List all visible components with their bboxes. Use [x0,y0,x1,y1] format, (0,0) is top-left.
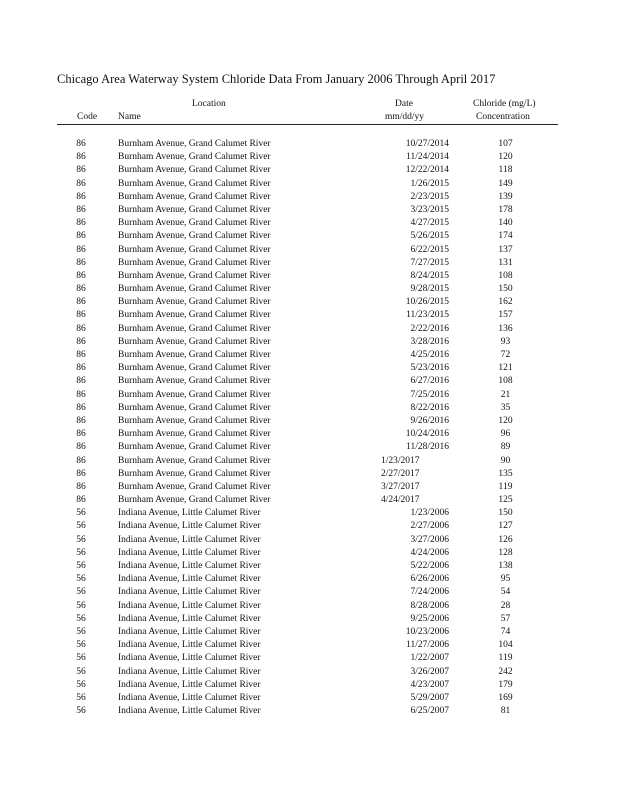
table-row [0,652,618,665]
document-title: Chicago Area Waterway System Chloride Data From January 2006 Through April 2017 [57,72,496,86]
cell-location-name: Burnham Avenue, Grand Calumet River [118,481,271,492]
table-row [0,573,618,586]
cell-location-name: Indiana Avenue, Little Calumet River [118,574,261,585]
cell-date: 10/27/2014 [405,139,449,149]
cell-concentration: 90 [500,455,511,466]
cell-code: 86 [76,402,86,413]
table-row [0,613,618,626]
header-chloride: Chloride (mg/L) [473,99,536,109]
cell-date: 5/29/2007 [410,692,449,703]
cell-concentration: 89 [500,442,511,453]
cell-concentration: 135 [498,468,513,479]
cell-concentration: 28 [500,600,511,611]
cell-date: 5/26/2015 [410,231,449,242]
table-row [0,296,618,309]
cell-code: 56 [76,613,86,624]
cell-date: 7/24/2006 [410,587,449,598]
table-row [0,270,618,283]
cell-location-name: Indiana Avenue, Little Calumet River [118,626,261,637]
cell-date: 6/22/2015 [410,244,449,255]
header-date: Date [395,99,413,109]
cell-concentration: 137 [498,244,513,255]
cell-concentration: 96 [500,429,511,440]
cell-code: 86 [76,363,86,374]
cell-date: 3/27/2006 [410,534,449,545]
cell-date: 4/23/2007 [410,679,449,690]
cell-code: 86 [76,139,86,149]
cell-concentration: 54 [500,587,511,598]
cell-location-name: Indiana Avenue, Little Calumet River [118,706,261,717]
cell-code: 56 [76,692,86,703]
cell-concentration: 174 [498,231,513,242]
table-row [0,204,618,217]
cell-concentration: 108 [498,376,513,387]
cell-date: 1/26/2015 [410,178,449,189]
cell-concentration: 93 [500,336,511,347]
cell-concentration: 95 [500,574,511,585]
cell-date: 8/28/2006 [410,600,449,611]
cell-date: 3/27/2017 [381,481,420,492]
cell-code: 86 [76,310,86,321]
cell-date: 4/27/2015 [410,218,449,229]
cell-location-name: Indiana Avenue, Little Calumet River [118,521,261,532]
header-date-format: mm/dd/yy [385,112,425,122]
cell-location-name: Burnham Avenue, Grand Calumet River [118,336,271,347]
cell-location-name: Burnham Avenue, Grand Calumet River [118,310,271,321]
table-row [0,415,618,428]
table-row [0,481,618,494]
cell-location-name: Burnham Avenue, Grand Calumet River [118,297,271,308]
cell-location-name: Burnham Avenue, Grand Calumet River [118,152,271,163]
cell-location-name: Burnham Avenue, Grand Calumet River [118,402,271,413]
table-row [0,323,618,336]
cell-date: 6/27/2016 [410,376,449,387]
table-row [0,362,618,375]
cell-code: 86 [76,455,86,466]
cell-location-name: Indiana Avenue, Little Calumet River [118,561,261,571]
table-row [0,455,618,468]
cell-concentration: 119 [498,653,513,664]
cell-location-name: Burnham Avenue, Grand Calumet River [118,284,271,295]
table-row [0,586,618,599]
cell-date: 11/27/2006 [406,640,449,651]
cell-concentration: 118 [498,165,513,176]
cell-concentration: 131 [498,257,513,268]
table-row [0,428,618,441]
cell-code: 56 [76,640,86,651]
cell-location-name: Burnham Avenue, Grand Calumet River [118,442,271,453]
table-row [0,402,618,415]
cell-date: 3/23/2015 [410,204,449,215]
cell-code: 86 [76,481,86,492]
cell-date: 7/27/2015 [410,257,449,268]
cell-code: 56 [76,600,86,611]
cell-code: 86 [76,218,86,229]
cell-date: 9/25/2006 [410,613,449,624]
table-row [0,349,618,362]
cell-code: 86 [76,389,86,400]
cell-location-name: Indiana Avenue, Little Calumet River [118,547,261,558]
table-row [0,626,618,639]
table-row [0,336,618,349]
table-row [0,309,618,322]
cell-code: 56 [76,547,86,558]
header-location: Location [192,99,226,109]
cell-location-name: Indiana Avenue, Little Calumet River [118,666,261,677]
cell-location-name: Indiana Avenue, Little Calumet River [118,508,261,519]
cell-concentration: 128 [498,547,513,558]
data-table-body [0,138,618,718]
cell-date: 10/24/2016 [405,429,449,440]
table-row [0,283,618,296]
cell-location-name: Indiana Avenue, Little Calumet River [118,640,261,651]
table-row [0,441,618,454]
cell-code: 86 [76,231,86,242]
cell-concentration: 57 [500,613,511,624]
cell-location-name: Burnham Avenue, Grand Calumet River [118,218,271,229]
cell-concentration: 21 [500,389,511,400]
table-row [0,389,618,402]
cell-date: 12/22/2014 [405,165,449,176]
cell-concentration: 74 [500,626,511,637]
table-row [0,217,618,230]
cell-code: 86 [76,165,86,176]
cell-code: 86 [76,495,86,506]
cell-location-name: Burnham Avenue, Grand Calumet River [118,257,271,268]
table-row [0,666,618,679]
cell-concentration: 138 [498,561,513,571]
table-row [0,560,618,573]
table-row [0,191,618,204]
cell-concentration: 120 [498,152,513,163]
cell-date: 9/28/2015 [410,284,449,295]
cell-concentration: 119 [498,481,513,492]
cell-code: 56 [76,626,86,637]
table-row [0,679,618,692]
cell-date: 1/23/2017 [381,455,420,466]
cell-code: 56 [76,587,86,598]
table-row [0,138,618,151]
cell-location-name: Burnham Avenue, Grand Calumet River [118,350,271,360]
cell-date: 11/24/2014 [406,152,449,163]
cell-code: 86 [76,323,86,334]
table-row [0,692,618,705]
cell-location-name: Burnham Avenue, Grand Calumet River [118,270,271,281]
cell-code: 86 [76,429,86,440]
cell-code: 86 [76,257,86,268]
cell-date: 3/28/2016 [410,336,449,347]
table-row [0,534,618,547]
cell-code: 56 [76,534,86,545]
table-row [0,164,618,177]
table-row [0,705,618,718]
cell-concentration: 125 [498,495,513,506]
cell-concentration: 179 [498,679,513,690]
cell-location-name: Indiana Avenue, Little Calumet River [118,679,261,690]
cell-date: 9/26/2016 [410,415,449,426]
cell-location-name: Indiana Avenue, Little Calumet River [118,600,261,611]
cell-concentration: 107 [498,139,513,149]
cell-date: 11/23/2015 [406,310,449,321]
cell-concentration: 104 [498,640,513,651]
cell-code: 86 [76,376,86,387]
cell-code: 86 [76,468,86,479]
cell-code: 86 [76,297,86,308]
cell-concentration: 126 [498,534,513,545]
cell-concentration: 72 [500,350,511,360]
cell-concentration: 178 [498,204,513,215]
cell-concentration: 121 [498,363,513,374]
cell-concentration: 242 [498,666,513,677]
cell-location-name: Burnham Avenue, Grand Calumet River [118,244,271,255]
cell-date: 2/22/2016 [410,323,449,334]
cell-code: 86 [76,204,86,215]
cell-code: 56 [76,653,86,664]
cell-date: 11/28/2016 [406,442,449,453]
cell-code: 56 [76,508,86,519]
cell-location-name: Indiana Avenue, Little Calumet River [118,613,261,624]
cell-code: 86 [76,191,86,202]
cell-code: 86 [76,152,86,163]
cell-code: 86 [76,415,86,426]
cell-location-name: Burnham Avenue, Grand Calumet River [118,429,271,440]
cell-location-name: Burnham Avenue, Grand Calumet River [118,178,271,189]
cell-code: 56 [76,706,86,717]
header-name: Name [118,112,141,122]
cell-date: 7/25/2016 [410,389,449,400]
cell-concentration: 169 [498,692,513,703]
cell-date: 6/25/2007 [410,706,449,717]
cell-code: 86 [76,244,86,255]
cell-date: 2/27/2006 [410,521,449,532]
cell-location-name: Indiana Avenue, Little Calumet River [118,534,261,545]
cell-location-name: Burnham Avenue, Grand Calumet River [118,323,271,334]
cell-location-name: Burnham Avenue, Grand Calumet River [118,139,271,149]
cell-location-name: Burnham Avenue, Grand Calumet River [118,455,271,466]
table-row [0,230,618,243]
cell-date: 5/23/2016 [410,363,449,374]
cell-concentration: 120 [498,415,513,426]
cell-code: 56 [76,574,86,585]
cell-date: 10/23/2006 [405,626,449,637]
cell-code: 56 [76,521,86,532]
cell-date: 5/22/2006 [410,561,449,571]
cell-location-name: Burnham Avenue, Grand Calumet River [118,495,271,506]
cell-code: 86 [76,270,86,281]
cell-concentration: 127 [498,521,513,532]
table-row [0,494,618,507]
cell-concentration: 157 [498,310,513,321]
cell-code: 86 [76,178,86,189]
cell-concentration: 149 [498,178,513,189]
cell-location-name: Burnham Avenue, Grand Calumet River [118,415,271,426]
cell-concentration: 35 [500,402,511,413]
cell-date: 8/22/2016 [410,402,449,413]
cell-date: 1/23/2006 [410,508,449,519]
cell-code: 56 [76,561,86,571]
cell-date: 2/23/2015 [410,191,449,202]
cell-date: 4/24/2006 [410,547,449,558]
cell-concentration: 150 [498,508,513,519]
table-row [0,600,618,613]
table-row [0,178,618,191]
cell-location-name: Burnham Avenue, Grand Calumet River [118,363,271,374]
table-row [0,151,618,164]
cell-date: 1/22/2007 [410,653,449,664]
cell-date: 10/26/2015 [405,297,449,308]
header-concentration: Concentration [476,112,530,122]
cell-code: 56 [76,666,86,677]
table-row [0,520,618,533]
cell-date: 6/26/2006 [410,574,449,585]
cell-location-name: Burnham Avenue, Grand Calumet River [118,165,271,176]
header-rule [57,124,558,125]
table-row [0,507,618,520]
table-row [0,468,618,481]
cell-code: 86 [76,350,86,360]
cell-location-name: Burnham Avenue, Grand Calumet River [118,204,271,215]
table-row [0,244,618,257]
cell-concentration: 162 [498,297,513,308]
cell-concentration: 150 [498,284,513,295]
cell-location-name: Indiana Avenue, Little Calumet River [118,692,261,703]
cell-location-name: Burnham Avenue, Grand Calumet River [118,468,271,479]
cell-date: 2/27/2017 [381,468,420,479]
cell-code: 56 [76,679,86,690]
cell-location-name: Burnham Avenue, Grand Calumet River [118,191,271,202]
table-row [0,639,618,652]
cell-concentration: 139 [498,191,513,202]
cell-location-name: Indiana Avenue, Little Calumet River [118,587,261,598]
cell-date: 4/25/2016 [410,350,449,360]
cell-code: 86 [76,336,86,347]
cell-code: 86 [76,442,86,453]
cell-concentration: 108 [498,270,513,281]
table-row [0,375,618,388]
cell-date: 8/24/2015 [410,270,449,281]
table-row [0,257,618,270]
cell-concentration: 136 [498,323,513,334]
cell-location-name: Burnham Avenue, Grand Calumet River [118,389,271,400]
cell-date: 4/24/2017 [381,495,420,506]
header-code: Code [77,112,98,122]
cell-concentration: 81 [500,706,511,717]
cell-code: 86 [76,284,86,295]
cell-date: 3/26/2007 [410,666,449,677]
table-row [0,547,618,560]
cell-concentration: 140 [498,218,513,229]
cell-location-name: Indiana Avenue, Little Calumet River [118,653,261,664]
cell-location-name: Burnham Avenue, Grand Calumet River [118,231,271,242]
cell-location-name: Burnham Avenue, Grand Calumet River [118,376,271,387]
